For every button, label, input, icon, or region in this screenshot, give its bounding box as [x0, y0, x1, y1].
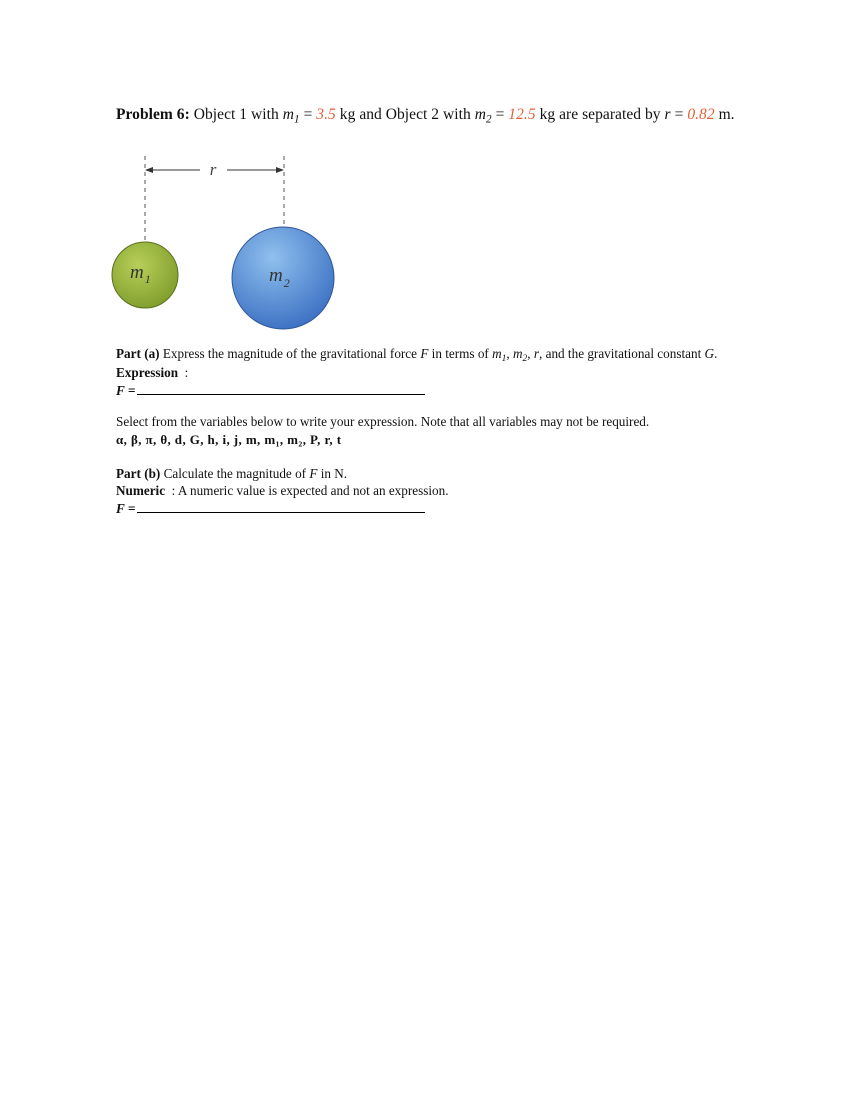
problem-label: Problem 6:	[116, 106, 190, 123]
m1-symbol: $m_1$	[282, 106, 300, 126]
comma: ,	[506, 346, 510, 361]
r-arrowhead-left	[145, 167, 153, 173]
answer-label-b: F =	[116, 501, 136, 516]
unit-m: m.	[718, 106, 735, 123]
part-a-text-1: Express the magnitude of the gravitational force	[162, 346, 418, 361]
r-symbol: r	[533, 346, 539, 361]
r-symbol: r	[664, 106, 671, 123]
variable-list: α, β, π, θ, d, G, h, i, j, m, m₁, m₂, P, r, t	[116, 432, 342, 447]
part-a-text-3: , and the gravitational constant	[539, 346, 702, 361]
part-b-text-1: Calculate the magnitude of	[163, 466, 307, 481]
comma: ,	[527, 346, 531, 361]
f-symbol: F	[309, 466, 318, 481]
r-value: 0.82	[687, 106, 715, 123]
part-a-answer-row	[116, 382, 425, 399]
m1-value: 3.5	[316, 106, 336, 123]
part-b-type	[116, 483, 449, 499]
m2-value: 12.5	[508, 106, 536, 123]
f-symbol: F	[420, 346, 429, 361]
part-a-prompt	[116, 346, 717, 362]
answer-label-a: F =	[116, 383, 136, 398]
part-b-prompt	[116, 466, 347, 482]
m2-symbol: $m_2$	[474, 106, 492, 126]
type-colon: :	[184, 365, 189, 380]
equals-sign: =	[303, 106, 313, 123]
period: .	[714, 346, 718, 361]
part-a-text-2: in terms of	[431, 346, 489, 361]
m2-symbol: $m_2$	[512, 346, 528, 364]
part-b-answer-row	[116, 500, 425, 517]
part-a-type	[116, 365, 188, 381]
two-masses-diagram	[100, 148, 350, 338]
answer-input-b[interactable]	[137, 500, 425, 513]
problem-statement	[116, 106, 735, 124]
r-label: r	[209, 160, 217, 179]
m1-symbol: $m_1$	[492, 346, 507, 364]
unit-kg-2: kg	[539, 106, 556, 123]
unit-kg-1: kg	[339, 106, 356, 123]
g-symbol: G	[704, 346, 715, 361]
mass-1-label: $m_1$	[130, 262, 151, 286]
part-a-label: Part (a)	[116, 346, 160, 361]
r-arrowhead-right	[276, 167, 284, 173]
answer-input-a[interactable]	[137, 382, 425, 395]
problem-text-3: are separated by	[559, 106, 661, 123]
problem-text-2: and Object 2 with	[359, 106, 471, 123]
variables-instruction: Select from the variables below to write your expression. Note that all variables may not be required.	[116, 414, 650, 429]
expression-label: Expression	[116, 365, 179, 380]
problem-text-1: Object 1 with	[193, 106, 279, 123]
part-b-text-2: in N.	[320, 466, 348, 481]
part-b-label: Part (b)	[116, 466, 161, 481]
mass-2-label: $m_2$	[269, 265, 290, 290]
numeric-note: : A numeric value is expected and not an expression.	[171, 483, 449, 498]
equals-sign: =	[495, 106, 505, 123]
equals-sign: =	[674, 106, 684, 123]
numeric-label: Numeric	[116, 483, 166, 498]
